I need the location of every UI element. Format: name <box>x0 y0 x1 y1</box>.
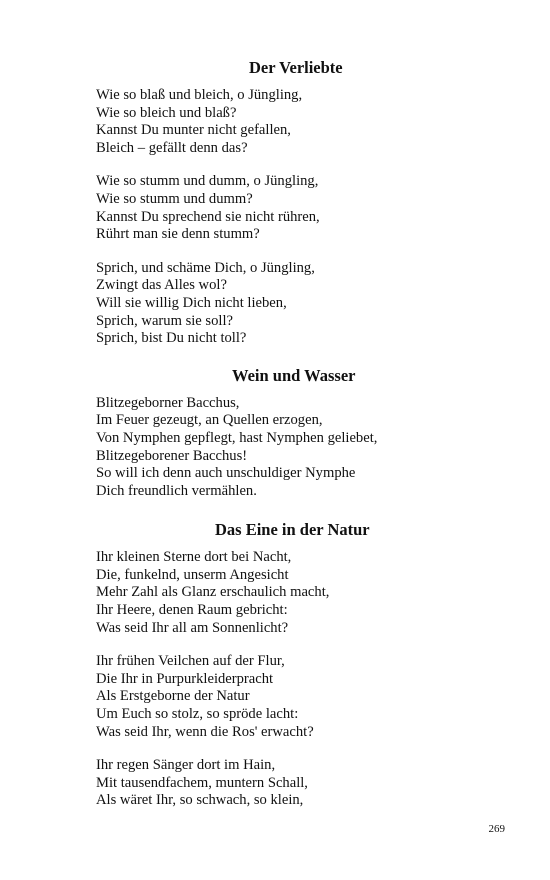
stanza <box>96 395 516 501</box>
stanza <box>96 87 516 157</box>
verse-line: Die, funkelnd, unserm Angesicht <box>96 566 289 583</box>
verse-line: Sprich, warum sie soll? <box>96 312 233 329</box>
stanza <box>96 653 516 741</box>
stanza <box>96 757 516 810</box>
verse-line: Ihr Heere, denen Raum gebricht: <box>96 602 288 619</box>
verse-line: Von Nymphen gepflegt, hast Nymphen geliebet, <box>96 429 378 446</box>
verse-line: Ihr frühen Veilchen auf der Flur, <box>96 653 285 670</box>
verse-line: Was seid Ihr all am Sonnenlicht? <box>96 619 289 636</box>
verse-line: Sprich, bist Du nicht toll? <box>96 330 247 347</box>
verse-line: Bleich – gefällt denn das? <box>96 139 248 156</box>
verse-line: Mit tausendfachem, muntern Schall, <box>96 774 308 791</box>
verse-line: Im Feuer gezeugt, an Quellen erzogen, <box>96 412 323 429</box>
verse-line: Rührt man sie denn stumm? <box>96 226 260 243</box>
verse-line: Zwingt das Alles wol? <box>96 277 227 294</box>
verse-line: Um Euch so stolz, so spröde lacht: <box>96 706 299 723</box>
verse-line: Blitzegeborener Bacchus! <box>96 447 248 464</box>
verse-line: Kannst Du sprechend sie nicht rühren, <box>96 208 320 225</box>
page-body <box>96 58 516 810</box>
verse-line: Wie so blaß und bleich, o Jüngling, <box>96 87 303 103</box>
poem-title-das-eine-in-der-natur: Das Eine in der Natur <box>215 520 370 540</box>
verse-line: Ihr kleinen Sterne dort bei Nacht, <box>96 549 292 566</box>
verse-line: Blitzegeborner Bacchus, <box>96 394 240 411</box>
verse-line: So will ich denn auch unschuldiger Nymphe <box>96 465 356 482</box>
verse-line: Will sie willig Dich nicht lieben, <box>96 294 287 311</box>
poem-title-wein-und-wasser: Wein und Wasser <box>232 365 356 385</box>
stanza <box>96 173 516 243</box>
verse-line: Sprich, und schäme Dich, o Jüngling, <box>96 259 315 276</box>
verse-line: Als Erstgeborne der Natur <box>96 688 250 705</box>
verse-line: Kannst Du munter nicht gefallen, <box>96 122 291 139</box>
stanza <box>96 549 516 637</box>
verse-line: Wie so bleich und blaß? <box>96 104 237 121</box>
poem-title-der-verliebte: Der Verliebte <box>249 58 343 77</box>
stanza <box>96 260 516 348</box>
verse-line: Wie so stumm und dumm, o Jüngling, <box>96 173 319 190</box>
verse-line: Dich freundlich vermählen. <box>96 482 257 499</box>
verse-line: Wie so stumm und dumm? <box>96 190 253 207</box>
verse-line: Was seid Ihr, wenn die Ros' erwacht? <box>96 723 314 740</box>
verse-line: Mehr Zahl als Glanz erschaulich macht, <box>96 584 330 601</box>
verse-line: Als wäret Ihr, so schwach, so klein, <box>96 792 304 809</box>
verse-line: Die Ihr in Purpurkleiderpracht <box>96 670 274 687</box>
verse-line: Ihr regen Sänger dort im Hain, <box>96 757 276 774</box>
page-number: 269 <box>488 823 505 835</box>
